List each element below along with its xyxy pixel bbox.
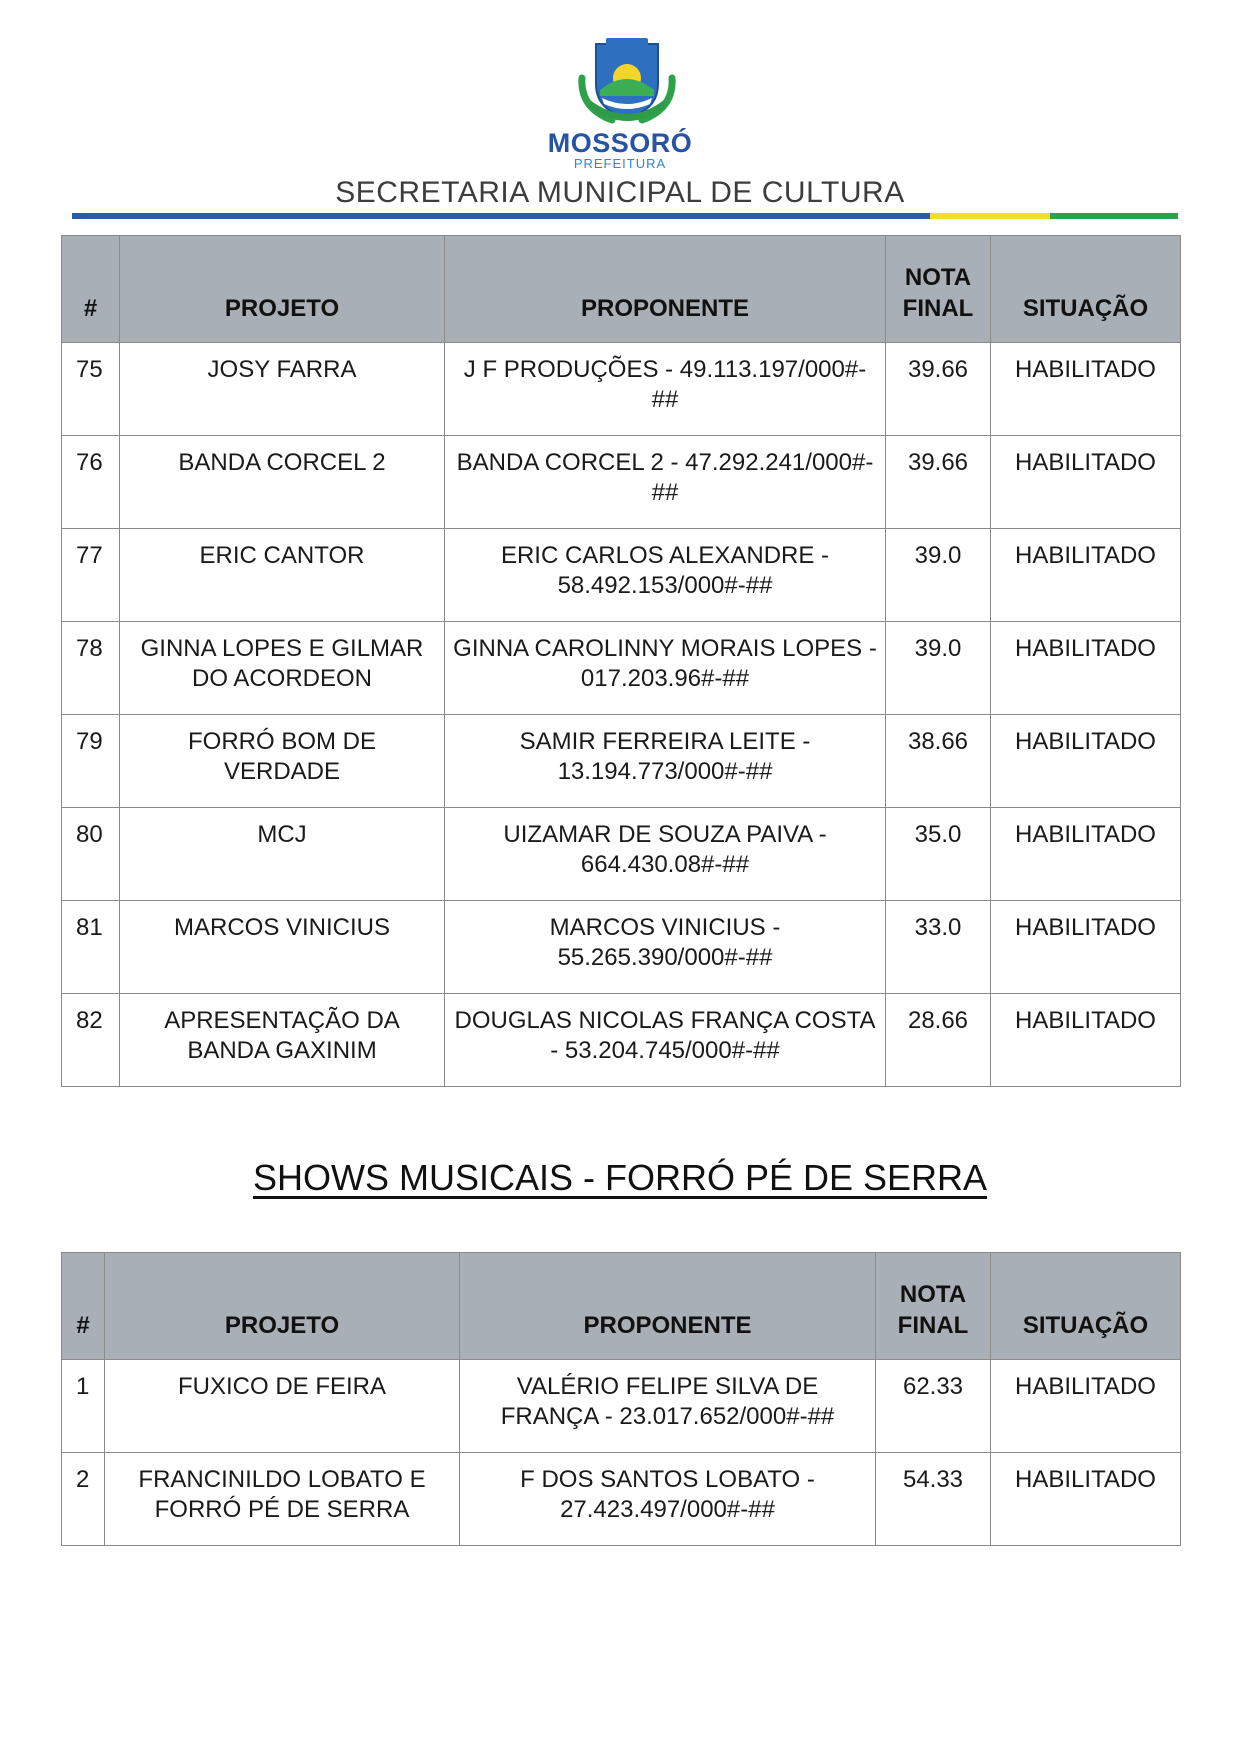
cell-projeto: FORRÓ BOM DE VERDADE	[120, 715, 445, 808]
cell-projeto: JOSY FARRA	[120, 343, 445, 436]
table-row	[62, 715, 1181, 808]
col-header-projeto: PROJETO	[120, 236, 445, 343]
cell-projeto: MARCOS VINICIUS	[120, 901, 445, 994]
results-table-1	[61, 235, 1181, 1087]
cell-projeto: FUXICO DE FEIRA	[105, 1360, 460, 1453]
col-header-projeto: PROJETO	[105, 1253, 460, 1360]
color-stripe	[72, 213, 1178, 219]
table-row	[62, 1453, 1181, 1546]
cell-proponente: SAMIR FERREIRA LEITE - 13.194.773/000#-##	[445, 715, 886, 808]
cell-situacao: HABILITADO	[991, 901, 1181, 994]
stripe-green	[1050, 213, 1178, 219]
results-table-2	[61, 1252, 1181, 1546]
cell-num: 77	[62, 529, 120, 622]
col-header-situacao: SITUAÇÃO	[991, 1253, 1181, 1360]
table-row	[62, 622, 1181, 715]
department-title: SECRETARIA MUNICIPAL DE CULTURA	[335, 176, 905, 209]
cell-num: 82	[62, 994, 120, 1087]
cell-nota: 33.0	[886, 901, 991, 994]
table-header-row	[62, 236, 1181, 343]
cell-proponente: BANDA CORCEL 2 - 47.292.241/000#-##	[445, 436, 886, 529]
col-header-nota: NOTA FINAL	[886, 236, 991, 343]
cell-num: 76	[62, 436, 120, 529]
cell-situacao: HABILITADO	[991, 715, 1181, 808]
col-header-proponente: PROPONENTE	[445, 236, 886, 343]
cell-situacao: HABILITADO	[991, 1360, 1181, 1453]
cell-num: 79	[62, 715, 120, 808]
cell-proponente: GINNA CAROLINNY MORAIS LOPES - 017.203.96#-##	[445, 622, 886, 715]
cell-situacao: HABILITADO	[991, 622, 1181, 715]
cell-projeto: FRANCINILDO LOBATO E FORRÓ PÉ DE SERRA	[105, 1453, 460, 1546]
cell-num: 1	[62, 1360, 105, 1453]
table-row	[62, 994, 1181, 1087]
brand-subtitle: PREFEITURA	[573, 156, 667, 171]
col-header-proponente: PROPONENTE	[460, 1253, 876, 1360]
cell-nota: 35.0	[886, 808, 991, 901]
cell-projeto: ERIC CANTOR	[120, 529, 445, 622]
cell-proponente: UIZAMAR DE SOUZA PAIVA - 664.430.08#-##	[445, 808, 886, 901]
cell-projeto: GINNA LOPES E GILMAR DO ACORDEON	[120, 622, 445, 715]
page-header	[0, 0, 1240, 230]
table-row	[62, 343, 1181, 436]
cell-nota: 39.66	[886, 436, 991, 529]
stripe-yellow	[930, 213, 1050, 219]
section-title: SHOWS MUSICAIS - FORRÓ PÉ DE SERRA	[252, 1157, 988, 1198]
cell-nota: 38.66	[886, 715, 991, 808]
brand-name: MOSSORÓ	[547, 128, 693, 158]
cell-nota: 62.33	[876, 1360, 991, 1453]
cell-nota: 39.0	[886, 622, 991, 715]
table-row	[62, 901, 1181, 994]
cell-proponente: ERIC CARLOS ALEXANDRE - 58.492.153/000#-##	[445, 529, 886, 622]
table-row	[62, 436, 1181, 529]
cell-num: 75	[62, 343, 120, 436]
cell-num: 2	[62, 1453, 105, 1546]
cell-projeto: MCJ	[120, 808, 445, 901]
cell-nota: 54.33	[876, 1453, 991, 1546]
cell-situacao: HABILITADO	[991, 436, 1181, 529]
table-header-row	[62, 1253, 1181, 1360]
cell-situacao: HABILITADO	[991, 529, 1181, 622]
cell-proponente: F DOS SANTOS LOBATO - 27.423.497/000#-##	[460, 1453, 876, 1546]
cell-num: 78	[62, 622, 120, 715]
city-coat-of-arms-icon	[572, 38, 682, 124]
cell-projeto: APRESENTAÇÃO DA BANDA GAXINIM	[120, 994, 445, 1087]
cell-projeto: BANDA CORCEL 2	[120, 436, 445, 529]
cell-situacao: HABILITADO	[991, 343, 1181, 436]
table-row	[62, 808, 1181, 901]
col-header-num: #	[62, 1253, 105, 1360]
cell-situacao: HABILITADO	[991, 808, 1181, 901]
cell-situacao: HABILITADO	[991, 1453, 1181, 1546]
cell-nota: 28.66	[886, 994, 991, 1087]
cell-proponente: J F PRODUÇÕES - 49.113.197/000#-##	[445, 343, 886, 436]
cell-proponente: MARCOS VINICIUS - 55.265.390/000#-##	[445, 901, 886, 994]
cell-num: 80	[62, 808, 120, 901]
col-header-situacao: SITUAÇÃO	[991, 236, 1181, 343]
cell-nota: 39.0	[886, 529, 991, 622]
table-row	[62, 529, 1181, 622]
stripe-blue	[72, 213, 930, 219]
cell-nota: 39.66	[886, 343, 991, 436]
col-header-nota: NOTA FINAL	[876, 1253, 991, 1360]
cell-proponente: DOUGLAS NICOLAS FRANÇA COSTA - 53.204.745/000#-##	[445, 994, 886, 1087]
cell-situacao: HABILITADO	[991, 994, 1181, 1087]
col-header-num: #	[62, 236, 120, 343]
cell-num: 81	[62, 901, 120, 994]
table-row	[62, 1360, 1181, 1453]
cell-proponente: VALÉRIO FELIPE SILVA DE FRANÇA - 23.017.652/000#-##	[460, 1360, 876, 1453]
